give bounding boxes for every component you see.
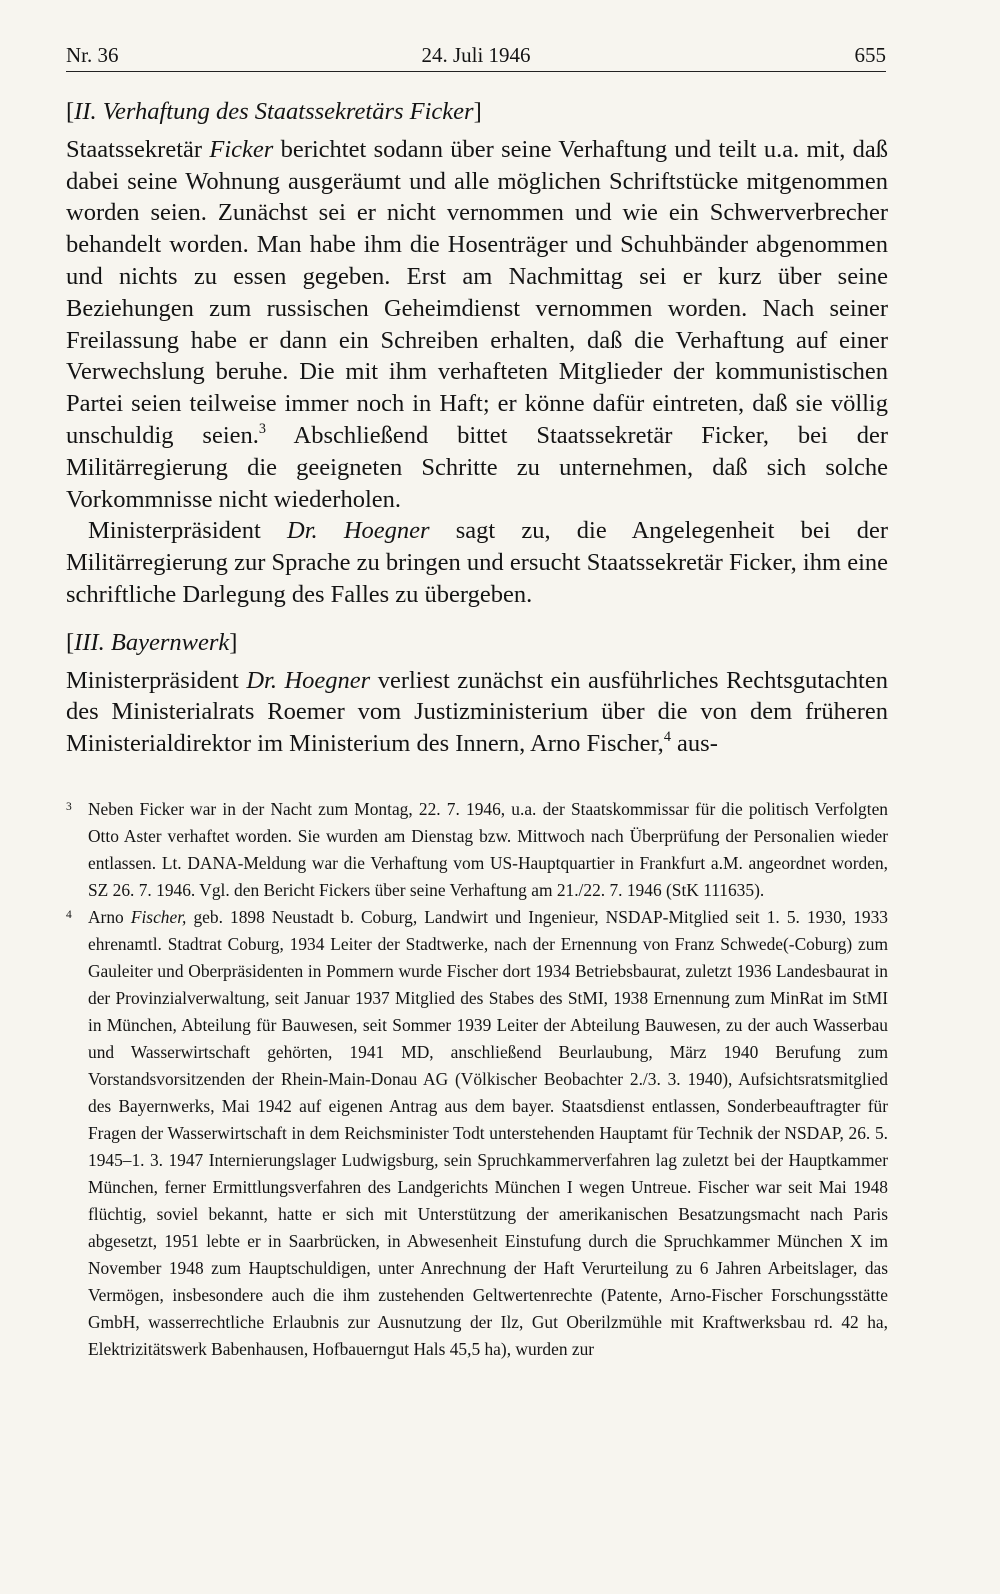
person-name: Ficker: [209, 135, 274, 163]
footnote-number: 4: [66, 909, 72, 921]
paragraph-text: Abschließend bittet Staatssekretär Ficker, bei der Militärregierung die geeigneten Schritte zu unternehmen, daß sich solche Vorkommnisse nicht wiederholen.: [66, 421, 888, 513]
document-number: Nr. 36: [66, 43, 119, 67]
footnote-name: [88, 907, 186, 927]
footnote-name-first: Arno: [88, 907, 131, 927]
heading-text: II. Verhaftung des Staatssekretärs Ficker: [74, 98, 474, 125]
footnote: [66, 904, 888, 1363]
footnote-text: Neben Ficker war in der Nacht zum Montag, 22. 7. 1946, u.a. der Staatskommissar für die politisch Verfolgten Otto Aster verhaftet worden. Sie wurden am Dienstag bzw. Mittwoch nach Überprüfung der Personalien wieder entlassen. Lt. DANA-Meldung war die Verhaftung vom US-Hauptquartier in Frankfurt a.M. angeordnet worden, SZ 26. 7. 1946. Vgl. den Bericht Fickers über seine Verhaftung am 21./22. 7. 1946 (StK 111635).: [88, 799, 888, 900]
heading-text: III. Bayernwerk: [74, 628, 230, 656]
paragraph: [66, 515, 888, 610]
footnotes: [66, 796, 888, 1363]
person-name: Dr. Hoegner: [287, 517, 430, 545]
running-header: [66, 40, 886, 70]
footnote-text: geb. 1898 Neustadt b. Coburg, Landwirt und Ingenieur, NSDAP-Mitglied seit 1. 5. 1930, 1933 ehrenamtl. Stadtrat Coburg, 1934 Leiter der Stadtwerke, nach der Ernennung von Franz Schwede(-Coburg) zum Gauleiter und Oberpräsidenten in Pommern wurde Fischer dort 1934 Betriebsbaurat, zuletzt 1936 Landesbaurat in der Provinzialverwaltung, seit Januar 1937 Mitglied des Stabes des StMI, 1938 Ernennung zum MinRat im StMI in München, Abteilung für Bauwesen, seit Sommer 1939 Leiter der Abteilung Bauwesen, zu der auch Wasserbau und Wasserwirtschaft gehörten, 1941 MD, anschließend Beurlaubung, März 1940 Berufung zum Vorstandsvorsitzenden der Rhein-Main-Donau AG (Völkischer Beobachter 2./3. 3. 1940), Aufsichtsratsmitglied des Bayernwerks, Mai 1942 auf eigenen Antrag aus dem bayer. Staatsdienst entlassen, Sonderbeauftragter für Fragen der Wasserwirtschaft in dem Reichsminister Todt unterstehenden Hauptamt für Technik der NSDAP, 26. 5. 1945–1. 3. 1947 Internierungslager Ludwigsburg, sein Spruchkammerverfahren lag zuletzt bei der Hauptkammer München, ferner Ermittlungsverfahren des Landgerichts München I wegen Untreue. Fischer war seit Mai 1948 flüchtig, soviel bekannt, hatte er sich mit Unterstützung der amerikanischen Besatzungsmacht nach Paris abgesetzt, 1951 lebte er in Saarbrücken, in Abwesenheit Einstufung durch die Spruchkammer München X im November 1948 zum Hauptschuldigen, unter Anrechnung der Haft Verurteilung zu 6 Jahren Arbeitslager, das Vermögen, insbesondere auch die ihm zustehenden Geltwertenrechte (Patente, Arno-Fischer Forschungsstätte GmbH, wasserrechtliche Erlaubnis zur Ausnutzung der Ilz, Gut Oberilzmühle mit Kraftwerksbau rd. 42 ha, Elektrizitätswerk Babenhausen, Hofbauerngut Hals 45,5 ha), wurden zur: [88, 907, 888, 1359]
header-rule: [66, 71, 886, 72]
paragraph: [66, 665, 888, 760]
main-text: [66, 96, 888, 760]
footnote: [66, 796, 888, 904]
page-number: 655: [854, 43, 886, 67]
footnote-ref: 3: [258, 421, 266, 438]
paragraph: [66, 134, 888, 516]
paragraph-text: verliest zunächst ein ausführliches Rechtsgutachten des Ministerialrats Roemer vom Justizministerium über die von dem früheren Ministerialdirektor im Ministerium des Innern, Arno Fischer,: [66, 666, 888, 758]
paragraph-text: Staatssekretär: [66, 135, 210, 163]
section-heading-ii: [66, 96, 888, 128]
footnote-number: 3: [66, 801, 72, 813]
header-date: 24. Juli 1946: [421, 43, 531, 67]
paragraph-text: aus-: [670, 730, 718, 758]
paragraph-text: Ministerpräsident: [88, 517, 288, 545]
paragraph-text: berichtet sodann über seine Verhaftung und teilt u.a. mit, daß dabei seine Wohnung ausgeräumt und alle möglichen Schriftstücke mitgenommen worden seien. Zunächst sei er nicht vernommen und wie ein Schwerverbrecher behandelt worden. Man habe ihm die Hosenträger und Schuhbänder abgenommen und nichts zu essen gegeben. Erst am Nachmittag sei er kurz über seine Beziehungen zum russischen Geheimdienst vernommen worden. Nach seiner Freilassung habe er dann ein Schreiben erhalten, daß die Verhaftung auf einer Verwechslung beruhe. Die mit ihm verhafteten Mitglieder der kommunistischen Partei seien teilweise immer noch in Haft; er könne dafür eintreten, daß sie völlig unschuldig seien.: [66, 135, 888, 449]
paragraph-text: sagt zu, die Angelegenheit bei der Militärregierung zur Sprache zu bringen und ersucht Staatssekretär Ficker, ihm eine schriftliche Darlegung des Falles zu übergeben.: [66, 517, 888, 608]
footnote-name-last: Fischer,: [130, 907, 187, 927]
footnote-ref: 4: [663, 729, 671, 746]
paragraph-text: Ministerpräsident: [66, 666, 247, 694]
heading-bracket-open: [: [66, 628, 75, 656]
section-heading-iii: [66, 627, 888, 659]
heading-bracket-close: ]: [229, 628, 238, 656]
heading-bracket-open: [: [66, 98, 75, 125]
person-name: Dr. Hoegner: [246, 666, 371, 694]
heading-bracket-close: ]: [473, 98, 482, 125]
